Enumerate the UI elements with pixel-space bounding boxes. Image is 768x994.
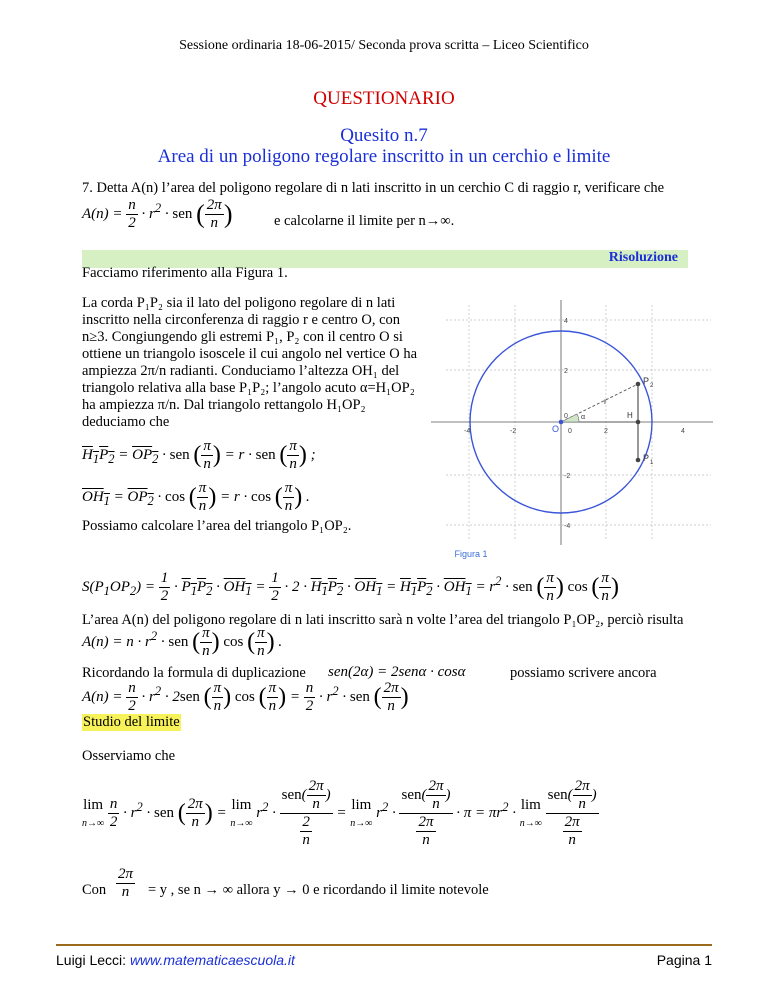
y-tick: -4 xyxy=(564,523,571,530)
figure-caption: Figura 1 xyxy=(454,549,488,559)
formula-polygon-area-final: A(n) = $\frac{n}{2}$ · $r^2 \cdot 2sen$ ( $\frac{\pi}{n}$ ) cos ( $\frac{\pi}{n}$ ) = $\frac{n}{2}$ · $r^2$ · sen ( $\frac{2\pi}{n}$ ) xyxy=(82,680,409,714)
page-header: Sessione ordinaria 18-06-2015/ Seconda prova scritta – Liceo Scientifico xyxy=(179,38,589,53)
p2-subscript: 2 xyxy=(650,383,654,389)
footer-site-link[interactable]: www.matematicaescuola.it xyxy=(129,952,295,968)
y-tick: 2 xyxy=(564,368,568,375)
section-title: QUESTIONARIO xyxy=(313,88,455,109)
formula-polygon-area: $A(n) = n \cdot r^2$ · sen ( $\frac{\pi}{n}$ ) cos ( $\frac{\pi}{n}$ ) . xyxy=(82,625,283,659)
formula-h1p2: $H_1P_2 = OP_2$ · sen ( $\frac{\pi}{n}$ ) = r · sen ( $\frac{\pi}{n}$ ) ; xyxy=(82,438,316,472)
statement-formula: A(n) = $\frac{n}{2}$ · $r^2$ · sen ( $\frac{2\pi}{n}$ ) xyxy=(82,197,233,231)
paragraph-line: inscritto nella circonferenza di raggio r e centro O, con xyxy=(82,312,401,328)
x-tick: -2 xyxy=(510,428,517,435)
quesito-title: Quesito n.7 xyxy=(340,125,428,146)
y-tick: 0 xyxy=(564,413,568,420)
footer-author xyxy=(56,952,295,968)
duplication-formula: sen(2α) = 2senα · cosα xyxy=(328,664,466,680)
origin-label: O xyxy=(552,424,560,434)
problem-statement: 7. Detta A(n) l’area del poligono regolare di n lati inscritto in un cerchio C di raggio r, verificare che xyxy=(82,180,665,196)
paragraph-line: ha ampiezza π/n. Dal triangolo rettangolo H₁OP₂ xyxy=(82,397,366,413)
paragraph-line: n≥3. Congiungendo gli estremi P₁, P₂ con il centro O si xyxy=(82,329,403,345)
x-tick: 4 xyxy=(681,428,685,435)
x-tick: -4 xyxy=(464,428,471,435)
statement-tail: e calcolarne il limite per n→∞. xyxy=(274,213,455,229)
formula-limit: lim n→∞ $\frac{n}{2}$ · $r^2$ · sen ( $\frac{2\pi}{n}$ ) = lim n→∞ $r^2$ · sen( $\frac{2\pi}{n}$ ) $\frac{2}{n}$ = lim n→∞ $r^2$ · sen( $\frac{2\pi}{n}$ ) $\frac{2\pi}{n}$ · $\pi = \pi r^2 \cdot \lim$ n→∞ sen( $\frac{2\pi}{n}$ ) $\frac{2\pi}{n}$ xyxy=(82,778,597,848)
footer-divider xyxy=(56,944,712,946)
h-point xyxy=(636,420,641,425)
paragraph-line: ottiene un triangolo isoscele il cui angolo nel vertice O ha xyxy=(82,346,418,362)
area-triangle-text: Possiamo calcolare l’area del triangolo P₁OP₂. xyxy=(82,518,352,534)
figure-circle-plot xyxy=(431,300,713,545)
paragraph-line: deduciamo che xyxy=(82,414,170,430)
origin-point xyxy=(559,420,564,425)
footer-author-name: Luigi Lecci: xyxy=(56,952,127,968)
r-label: r xyxy=(604,397,607,406)
p1-subscript: 1 xyxy=(650,460,654,466)
study-label: Studio del limite xyxy=(83,714,180,730)
paragraph-line: ampiezza 2π/n radianti. Conduciamo l’altezza OH₁ del xyxy=(82,363,400,379)
paragraph-line: La corda P₁P₂ sia il lato del poligono regolare di n lati xyxy=(82,295,396,311)
quesito-subtitle: Area di un poligono regolare inscritto in un cerchio e limite xyxy=(157,146,611,167)
paragraph-line: triangolo relativa alla base P₁P₂; l’angolo acuto α=H₁OP₂ xyxy=(82,380,415,396)
y-tick: -2 xyxy=(564,473,571,480)
polygon-text: L’area A(n) del poligono regolare di n lati inscritto sarà n volte l’area del triangolo P₁OP₂, perciò risulta xyxy=(82,612,684,628)
footer-page-number: Pagina 1 xyxy=(656,952,712,968)
con-fraction: $\frac{2\pi}{n}$ xyxy=(118,866,134,900)
intro-text: Facciamo riferimento alla Figura 1. xyxy=(82,265,288,281)
p2-point xyxy=(636,382,641,387)
formula-oh1: $OH_1 = OP_2 \cdot \cos$ ( $\frac{\pi}{n}$ ) = r · cos ( $\frac{\pi}{n}$ ) . xyxy=(82,480,310,514)
formula-triangle-area: $S(P_1OP_2)$ = $\frac{1}{2}$ · $P_1P_2 \cdot OH_1$ = $\frac{1}{2}$ · $2 \cdot H_1P_2 \cdot OH_1 = H_1P_2 \cdot OH_1 = r^2$ · sen ( $\frac{\pi}{n}$ ) cos ( $\frac{\pi}{n}$ ) xyxy=(82,570,619,604)
observe-text: Osserviamo che xyxy=(82,748,176,764)
con-text: Con xyxy=(82,882,107,898)
x-tick: 0 xyxy=(568,428,572,435)
duplication-text: Ricordando la formula di duplicazione xyxy=(82,665,306,681)
p2-label: P xyxy=(643,376,650,386)
alpha-label: α xyxy=(581,414,586,421)
p1-point xyxy=(636,458,641,463)
con-tail: = y , se n → ∞ allora y → 0 e ricordando il limite notevole xyxy=(148,882,489,898)
explanation-paragraph xyxy=(82,295,442,431)
h-label: H xyxy=(627,411,633,420)
x-tick: 2 xyxy=(604,428,608,435)
risoluzione-label: Risoluzione xyxy=(608,250,678,265)
p1-label: P xyxy=(643,453,650,463)
y-tick: 4 xyxy=(564,318,568,325)
duplication-tail: possiamo scrivere ancora xyxy=(510,665,657,681)
